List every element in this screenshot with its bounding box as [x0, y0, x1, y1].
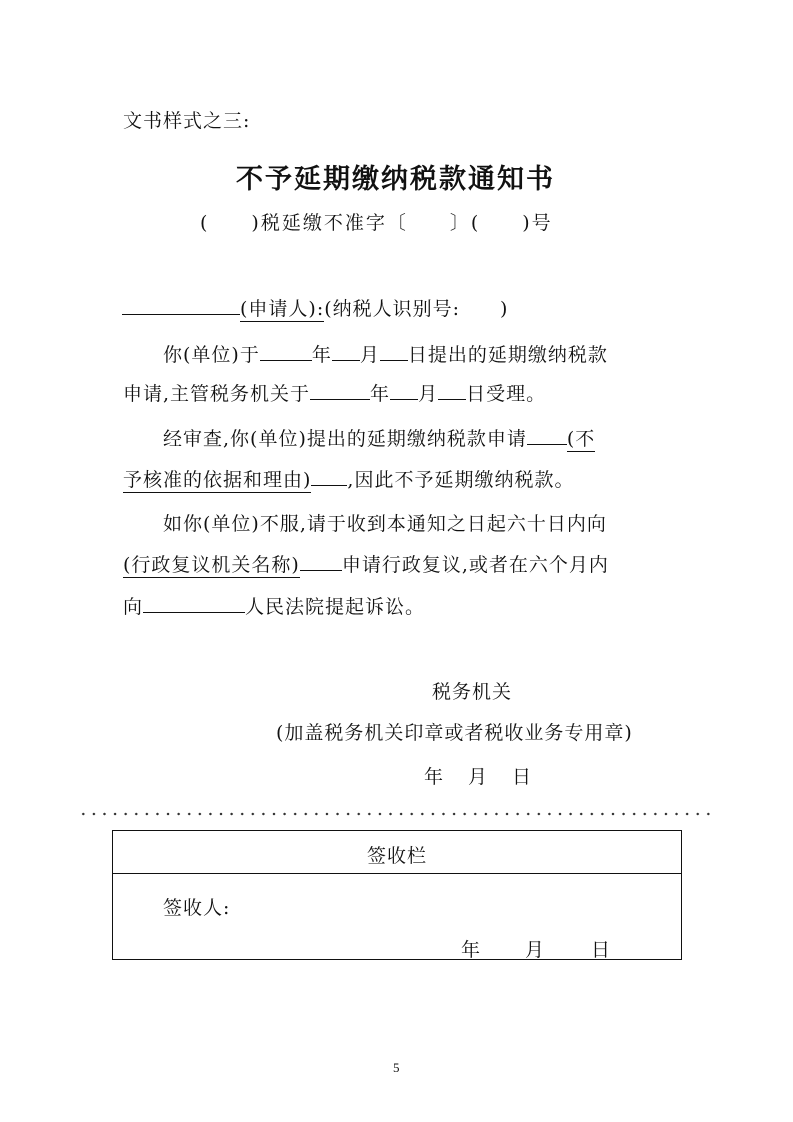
p3-text: 如你(单位)不服,请于收到本通知之日起六十日内向 [163, 513, 607, 535]
apply-day-blank [380, 341, 408, 361]
p2-rest-text: ,因此不予延期缴纳税款。 [347, 469, 575, 491]
apply-year-blank [260, 341, 312, 361]
applicant-name-blank [122, 295, 240, 315]
dotted-cut-line [78, 812, 714, 816]
paragraph-3-line-1 [163, 509, 607, 536]
paragraph-1-line-1 [163, 340, 608, 367]
receipt-month-label: 月 [525, 939, 546, 961]
page-number: 5 [393, 1060, 400, 1075]
reason-label-part-2: 予核准的依据和理由) [123, 469, 312, 491]
applicant-label: (申请人): [240, 298, 325, 320]
p3c-rest-text: 人民法院提起诉讼。 [245, 596, 426, 618]
receipt-divider [113, 873, 681, 874]
reason-blank-tail [311, 466, 347, 486]
p1-month-label: 月 [359, 344, 380, 366]
accept-day-blank [438, 380, 466, 400]
paragraph-1-line-2 [123, 379, 546, 406]
p1b-text: 申请,主管税务机关于 [123, 383, 311, 405]
reason-blank-lead [527, 425, 567, 445]
receipt-year-label: 年 [461, 939, 482, 961]
accept-year-blank [310, 380, 370, 400]
paragraph-2-line-1 [163, 424, 595, 451]
review-agency-label: (行政复议机关名称) [123, 554, 300, 576]
accept-month-blank [390, 380, 418, 400]
court-name-blank [143, 593, 245, 613]
receipt-box [112, 830, 682, 960]
p1-day-text: 日提出的延期缴纳税款 [407, 344, 608, 366]
document-number-line: ( )税延缴不准字〔 〕( )号 [200, 212, 553, 234]
p2-text: 经审查,你(单位)提出的延期缴纳税款申请 [163, 428, 527, 450]
review-agency-blank [300, 551, 342, 571]
paragraph-3-line-3 [123, 592, 425, 619]
p1b-month-label: 月 [418, 383, 439, 405]
document-title: 不予延期缴纳税款通知书 [236, 164, 555, 195]
seal-note: (加盖税务机关印章或者税收业务专用章) [276, 722, 633, 744]
p3c-text: 向 [123, 596, 144, 618]
signer-label: 签收人: [163, 897, 231, 919]
p1b-day-text: 日受理。 [466, 383, 547, 405]
paragraph-3-line-2 [123, 550, 609, 577]
addressee-line [122, 294, 508, 321]
signature-date: 年 月 日 [424, 766, 535, 788]
apply-month-blank [332, 341, 360, 361]
tax-authority-label: 税务机关 [432, 681, 513, 703]
p1b-year-label: 年 [370, 383, 391, 405]
paragraph-2-line-2 [123, 465, 574, 492]
reason-label-part-1: (不 [566, 428, 596, 450]
p1-year-label: 年 [311, 344, 332, 366]
receipt-day-label: 日 [591, 939, 612, 961]
p3-rest-text: 申请行政复议,或者在六个月内 [341, 554, 609, 576]
style-label: 文书样式之三: [123, 110, 251, 132]
taxpayer-id-label: (纳税人识别号: ) [324, 298, 509, 320]
receipt-title: 签收栏 [367, 845, 428, 867]
p1-text: 你(单位)于 [163, 344, 260, 366]
